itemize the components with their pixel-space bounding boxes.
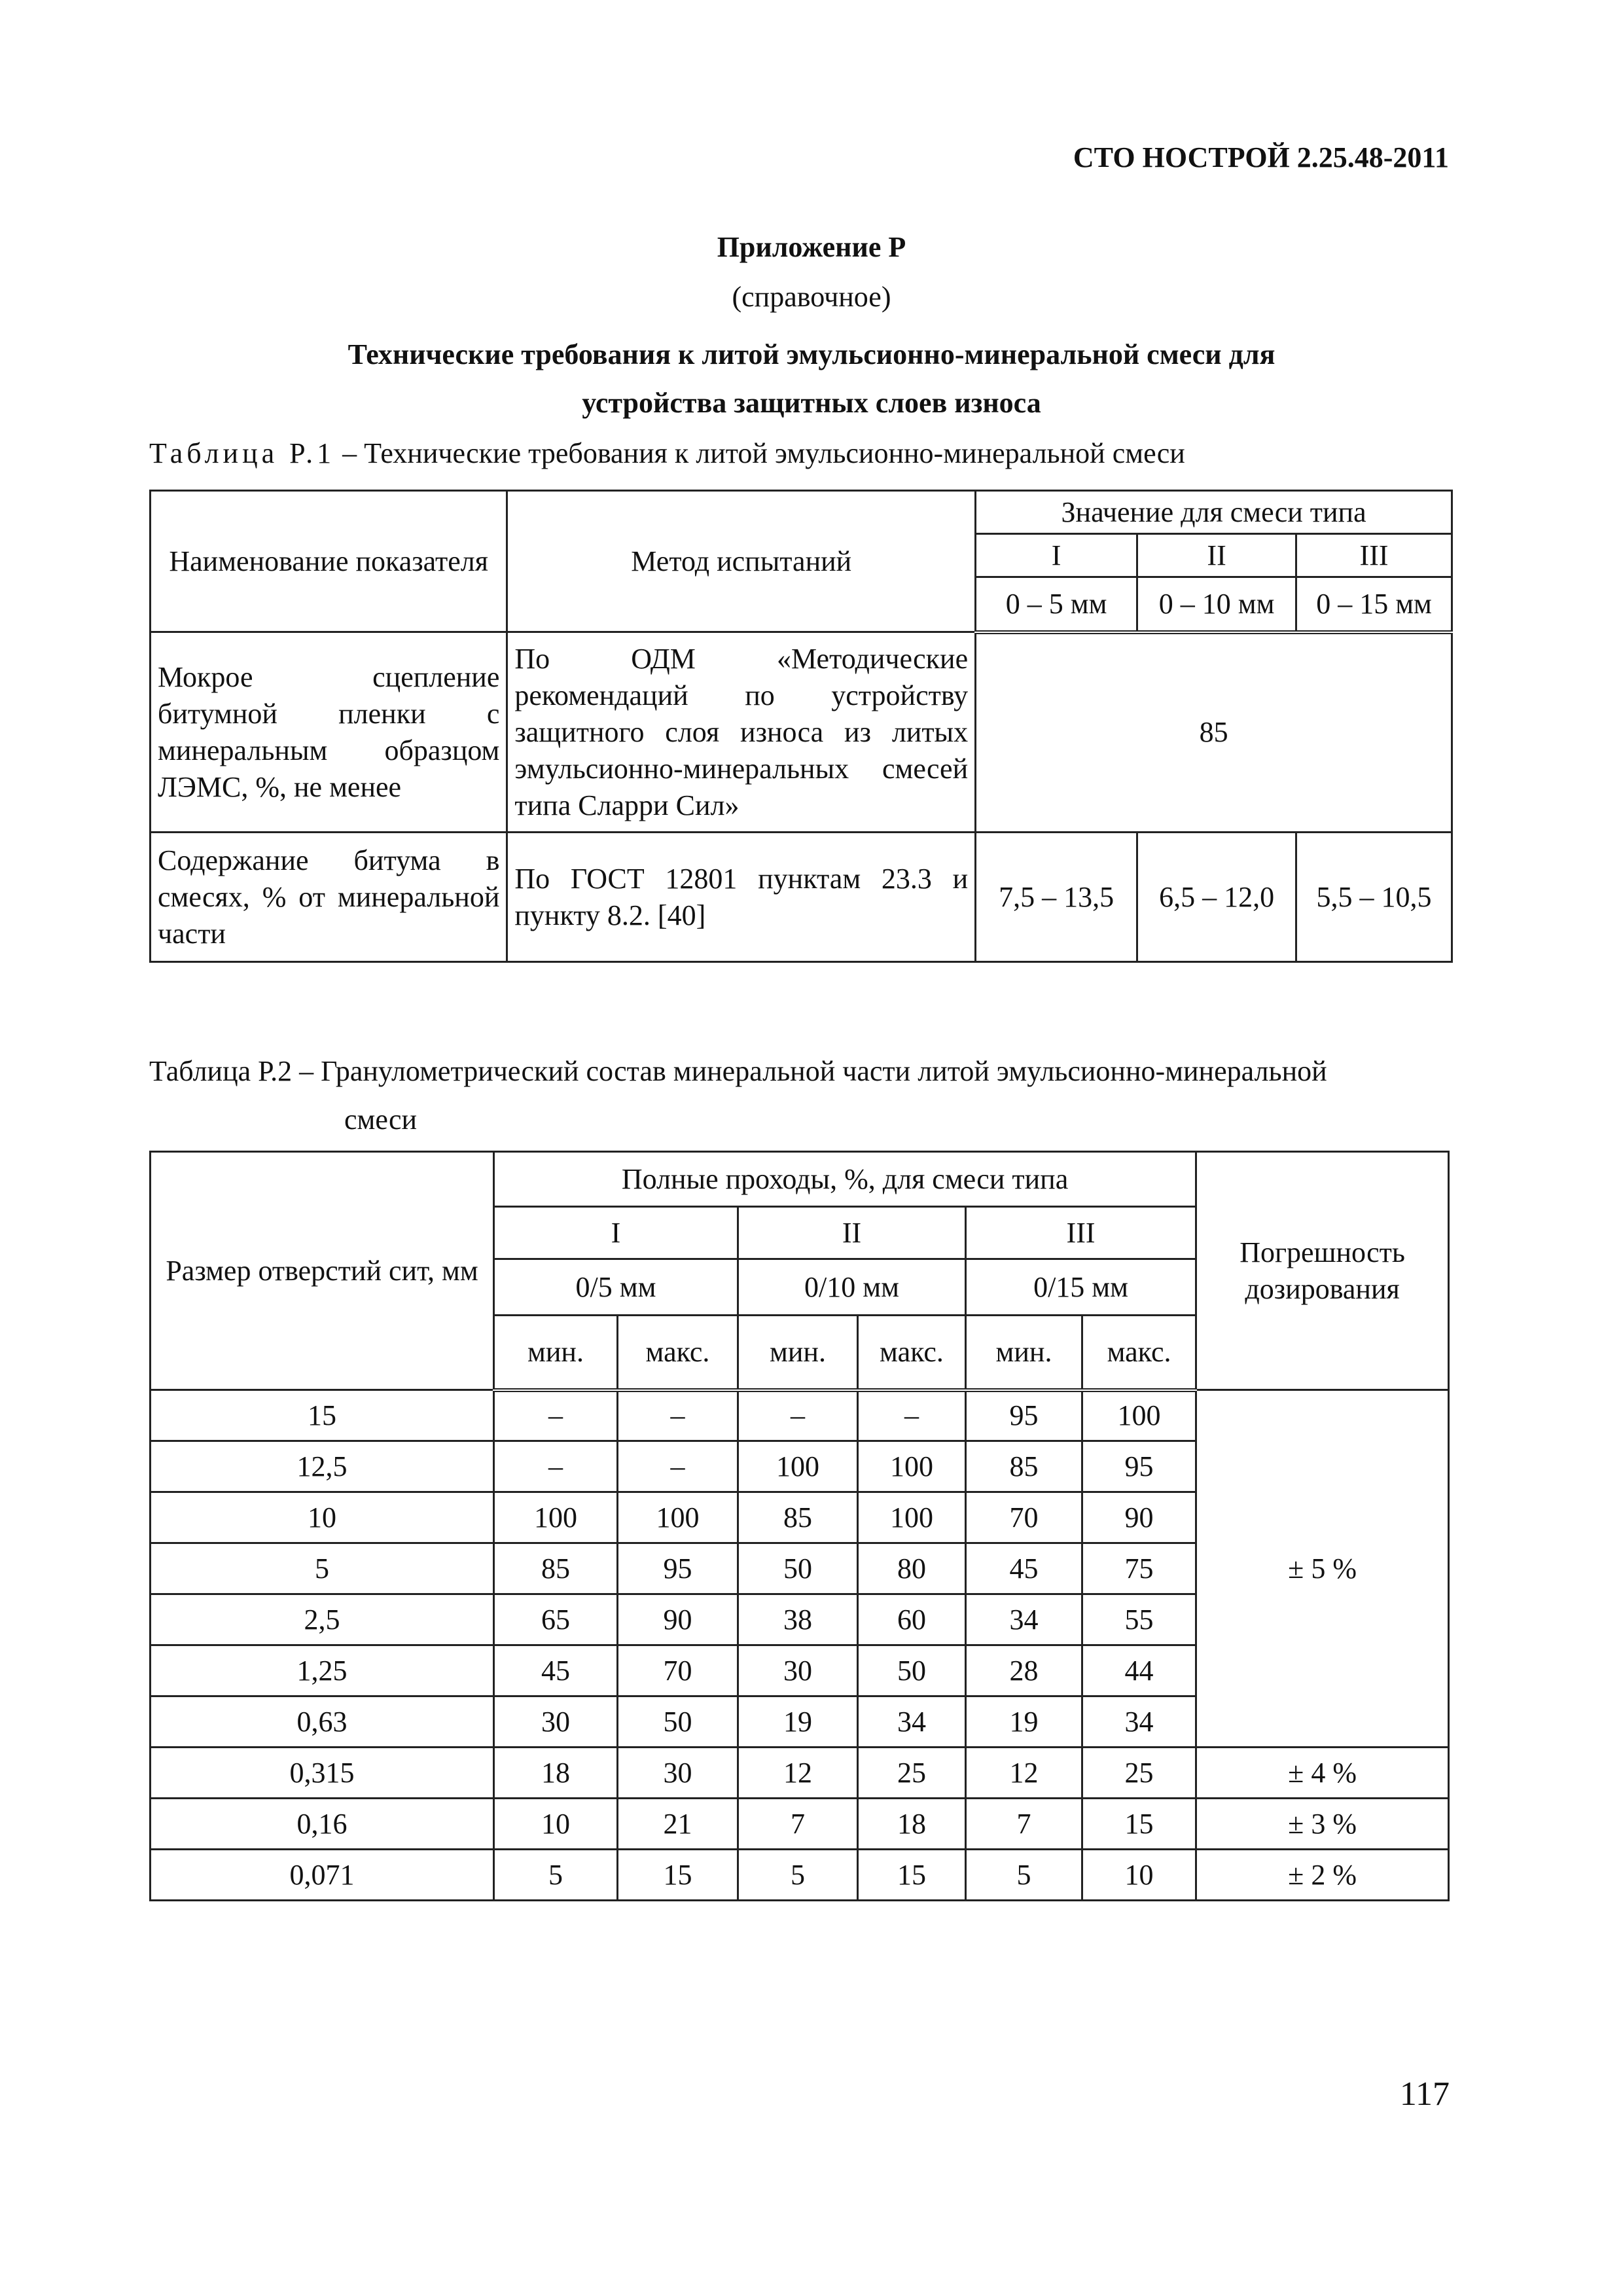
table2-caption bbox=[149, 1047, 1452, 1144]
t1-header-name: Наименование показателя bbox=[151, 491, 507, 632]
t2-fraction-3: 0/15 мм bbox=[966, 1259, 1196, 1316]
pass-value-cell: 75 bbox=[1082, 1543, 1196, 1594]
dosing-error-cell: ± 3 % bbox=[1196, 1799, 1449, 1850]
t1-row2-name: Содержание битума в смесях, % от минеральной части bbox=[151, 833, 507, 962]
t1-row1-name: Мокрое сцепление битумной пленки с минеральным образцом ЛЭМС, %, не менее bbox=[151, 632, 507, 833]
pass-value-cell: – bbox=[494, 1441, 618, 1492]
t2-type-3: III bbox=[966, 1207, 1196, 1259]
t2-max-3: макс. bbox=[1082, 1316, 1196, 1390]
pass-value-cell: 45 bbox=[966, 1543, 1082, 1594]
t2-header-size: Размер отверстий сит, мм bbox=[151, 1152, 494, 1390]
pass-value-cell: 12 bbox=[966, 1748, 1082, 1799]
t1-header-method: Метод испытаний bbox=[507, 491, 976, 632]
pass-value-cell: 7 bbox=[966, 1799, 1082, 1850]
appendix-heading-line1: Технические требования к литой эмульсионно-минеральной смеси для bbox=[348, 338, 1275, 370]
pass-value-cell: 28 bbox=[966, 1645, 1082, 1696]
pass-value-cell: 55 bbox=[1082, 1594, 1196, 1645]
t1-type-2: II bbox=[1137, 534, 1296, 577]
t2-type-2: II bbox=[738, 1207, 966, 1259]
appendix-title: Приложение Р bbox=[717, 231, 906, 263]
sieve-size-cell: 0,071 bbox=[151, 1850, 494, 1901]
appendix-heading bbox=[0, 331, 1623, 427]
t2-fraction-1: 0/5 мм bbox=[494, 1259, 738, 1316]
pass-value-cell: 70 bbox=[618, 1645, 738, 1696]
document-code: СТО НОСТРОЙ 2.25.48-2011 bbox=[1073, 141, 1449, 173]
sieve-size-cell: 10 bbox=[151, 1492, 494, 1543]
t2-min-3: мин. bbox=[966, 1316, 1082, 1390]
pass-value-cell: 15 bbox=[618, 1850, 738, 1901]
pass-value-cell: 12 bbox=[738, 1748, 858, 1799]
t2-max-2: макс. bbox=[858, 1316, 966, 1390]
pass-value-cell: 19 bbox=[966, 1696, 1082, 1748]
dosing-error-cell: ± 2 % bbox=[1196, 1850, 1449, 1901]
pass-value-cell: 50 bbox=[618, 1696, 738, 1748]
pass-value-cell: 90 bbox=[1082, 1492, 1196, 1543]
pass-value-cell: 15 bbox=[1082, 1799, 1196, 1850]
pass-value-cell: – bbox=[738, 1390, 858, 1441]
sieve-size-cell: 12,5 bbox=[151, 1441, 494, 1492]
table2-caption-line2: смеси bbox=[344, 1103, 418, 1136]
pass-value-cell: 95 bbox=[966, 1390, 1082, 1441]
table2-body bbox=[151, 1390, 1449, 1901]
table-granulometric-composition bbox=[149, 1151, 1450, 1901]
table2-caption-line1: Таблица Р.2 – Гранулометрический состав минеральной части литой эмульсионно-минеральной bbox=[149, 1055, 1327, 1087]
t1-row2-method: По ГОСТ 12801 пунктам 23.3 и пункту 8.2. [40] bbox=[507, 833, 976, 962]
table1-caption bbox=[149, 437, 1185, 470]
pass-value-cell: 100 bbox=[494, 1492, 618, 1543]
pass-value-cell: 50 bbox=[738, 1543, 858, 1594]
table-technical-requirements bbox=[149, 490, 1453, 963]
pass-value-cell: – bbox=[618, 1441, 738, 1492]
t2-type-1: I bbox=[494, 1207, 738, 1259]
appendix-heading-line2: устройства защитных слоев износа bbox=[582, 387, 1041, 419]
t2-max-1: макс. bbox=[618, 1316, 738, 1390]
pass-value-cell: 30 bbox=[618, 1748, 738, 1799]
sieve-size-cell: 5 bbox=[151, 1543, 494, 1594]
pass-value-cell: 50 bbox=[858, 1645, 966, 1696]
dosing-error-cell: ± 4 % bbox=[1196, 1748, 1449, 1799]
pass-value-cell: 100 bbox=[618, 1492, 738, 1543]
pass-value-cell: 80 bbox=[858, 1543, 966, 1594]
pass-value-cell: 5 bbox=[738, 1850, 858, 1901]
pass-value-cell: 60 bbox=[858, 1594, 966, 1645]
pass-value-cell: 34 bbox=[1082, 1696, 1196, 1748]
sieve-size-cell: 0,63 bbox=[151, 1696, 494, 1748]
pass-value-cell: 30 bbox=[738, 1645, 858, 1696]
appendix-subtitle: (справочное) bbox=[732, 281, 891, 313]
pass-value-cell: 65 bbox=[494, 1594, 618, 1645]
pass-value-cell: 30 bbox=[494, 1696, 618, 1748]
pass-value-cell: 44 bbox=[1082, 1645, 1196, 1696]
pass-value-cell: 15 bbox=[858, 1850, 966, 1901]
t1-size-3: 0 – 15 мм bbox=[1296, 577, 1452, 632]
pass-value-cell: 21 bbox=[618, 1799, 738, 1850]
t1-row2-value-2: 6,5 – 12,0 bbox=[1137, 833, 1296, 962]
pass-value-cell: 100 bbox=[738, 1441, 858, 1492]
pass-value-cell: 90 bbox=[618, 1594, 738, 1645]
pass-value-cell: 100 bbox=[858, 1492, 966, 1543]
pass-value-cell: 95 bbox=[618, 1543, 738, 1594]
pass-value-cell: 34 bbox=[966, 1594, 1082, 1645]
t1-row2-value-3: 5,5 – 10,5 bbox=[1296, 833, 1452, 962]
t1-size-2: 0 – 10 мм bbox=[1137, 577, 1296, 632]
t2-fraction-2: 0/10 мм bbox=[738, 1259, 966, 1316]
pass-value-cell: 70 bbox=[966, 1492, 1082, 1543]
table-row bbox=[151, 1850, 1449, 1901]
t1-row1-method: По ОДМ «Методические рекомендаций по устройству защитного слоя износа из литых эмульсионно-минеральных смесей типа Сларри Сил» bbox=[507, 632, 976, 833]
pass-value-cell: – bbox=[858, 1390, 966, 1441]
pass-value-cell: 45 bbox=[494, 1645, 618, 1696]
pass-value-cell: 18 bbox=[494, 1748, 618, 1799]
pass-value-cell: 100 bbox=[1082, 1390, 1196, 1441]
pass-value-cell: 18 bbox=[858, 1799, 966, 1850]
pass-value-cell: 85 bbox=[494, 1543, 618, 1594]
dosing-error-cell: ± 5 % bbox=[1196, 1390, 1449, 1748]
pass-value-cell: 34 bbox=[858, 1696, 966, 1748]
pass-value-cell: 5 bbox=[494, 1850, 618, 1901]
t2-header-pass: Полные проходы, %, для смеси типа bbox=[494, 1152, 1196, 1207]
table-row bbox=[151, 1799, 1449, 1850]
pass-value-cell: 19 bbox=[738, 1696, 858, 1748]
t1-header-value: Значение для смеси типа bbox=[976, 491, 1452, 534]
pass-value-cell: – bbox=[618, 1390, 738, 1441]
pass-value-cell: 7 bbox=[738, 1799, 858, 1850]
pass-value-cell: 25 bbox=[1082, 1748, 1196, 1799]
t2-min-2: мин. bbox=[738, 1316, 858, 1390]
pass-value-cell: 10 bbox=[1082, 1850, 1196, 1901]
t1-row2-value-1: 7,5 – 13,5 bbox=[976, 833, 1137, 962]
t1-type-1: I bbox=[976, 534, 1137, 577]
pass-value-cell: 100 bbox=[858, 1441, 966, 1492]
t2-header-error: Погрешность дозирования bbox=[1196, 1152, 1449, 1390]
sieve-size-cell: 2,5 bbox=[151, 1594, 494, 1645]
pass-value-cell: – bbox=[494, 1390, 618, 1441]
t2-min-1: мин. bbox=[494, 1316, 618, 1390]
page-number: 117 bbox=[1399, 2075, 1450, 2113]
t1-row1-value: 85 bbox=[976, 632, 1452, 833]
table-row bbox=[151, 1390, 1449, 1441]
pass-value-cell: 10 bbox=[494, 1799, 618, 1850]
pass-value-cell: 85 bbox=[738, 1492, 858, 1543]
table1-caption-text: – Технические требования к литой эмульсионно-минеральной смеси bbox=[335, 437, 1185, 469]
sieve-size-cell: 15 bbox=[151, 1390, 494, 1441]
t1-type-3: III bbox=[1296, 534, 1452, 577]
pass-value-cell: 5 bbox=[966, 1850, 1082, 1901]
pass-value-cell: 95 bbox=[1082, 1441, 1196, 1492]
t1-size-1: 0 – 5 мм bbox=[976, 577, 1137, 632]
table1-caption-prefix: Таблица Р.1 bbox=[149, 437, 336, 469]
sieve-size-cell: 1,25 bbox=[151, 1645, 494, 1696]
pass-value-cell: 38 bbox=[738, 1594, 858, 1645]
table-row bbox=[151, 1748, 1449, 1799]
pass-value-cell: 85 bbox=[966, 1441, 1082, 1492]
sieve-size-cell: 0,16 bbox=[151, 1799, 494, 1850]
sieve-size-cell: 0,315 bbox=[151, 1748, 494, 1799]
pass-value-cell: 25 bbox=[858, 1748, 966, 1799]
